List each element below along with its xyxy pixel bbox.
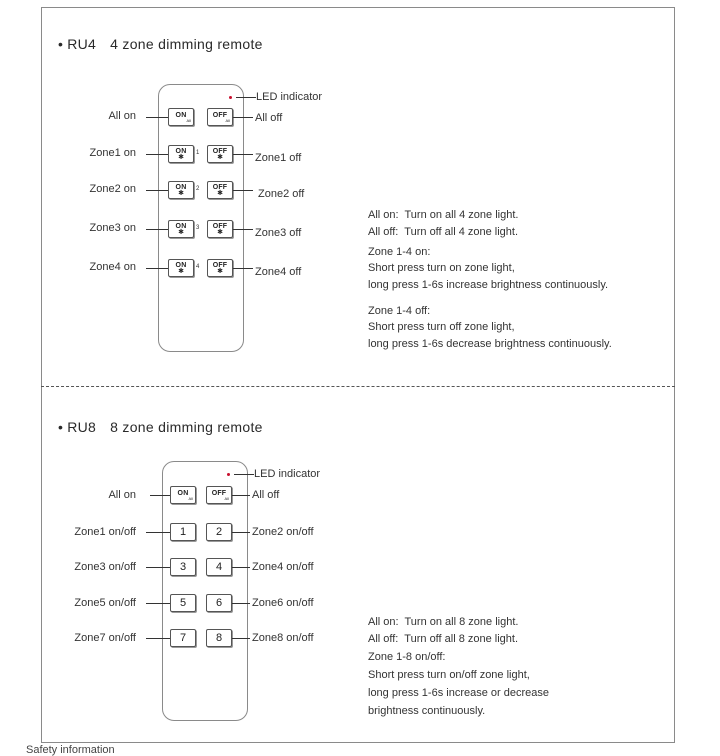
ru8-desc-allon bbox=[368, 614, 518, 631]
zone-number: 3 bbox=[196, 225, 200, 231]
ru8-right-label: Zone2 on/off bbox=[252, 526, 314, 538]
leader-line bbox=[232, 495, 250, 496]
ru8-zone-button-6[interactable]: 6 bbox=[206, 594, 232, 612]
button-label: ON bbox=[177, 489, 189, 497]
star-icon: ✱ bbox=[178, 267, 184, 275]
button-sub-label: All bbox=[188, 495, 193, 501]
desc-value: Turn off all 8 zone light. bbox=[404, 633, 519, 645]
ru4-desc-zone-off-2: long press 1-6s decrease brightness continuously. bbox=[368, 338, 612, 350]
ru4-right-label: All off bbox=[255, 112, 283, 124]
leader-line bbox=[146, 154, 168, 155]
ru4-left-label: Zone2 on bbox=[89, 183, 136, 195]
button-label: OFF bbox=[212, 147, 228, 155]
led-indicator-label: LED indicator bbox=[256, 91, 323, 103]
ru4-left-label: Zone4 on bbox=[89, 261, 136, 273]
section-divider bbox=[41, 386, 675, 387]
ru8-left-label: Zone1 on/off bbox=[74, 526, 136, 538]
star-icon: ✱ bbox=[178, 189, 184, 197]
ru8-desc-zone-2: long press 1-6s increase or decrease bbox=[368, 687, 549, 699]
ru8-left-label: Zone3 on/off bbox=[74, 561, 136, 573]
ru8-desc-zone-heading: Zone 1-8 on/off: bbox=[368, 651, 446, 663]
leader-line bbox=[146, 567, 170, 568]
footer-cut-text: Safety information bbox=[26, 744, 115, 756]
section2-title bbox=[58, 419, 263, 435]
ru4-left-label: Zone1 on bbox=[89, 147, 136, 159]
star-icon: ✱ bbox=[178, 228, 184, 236]
ru4-desc-zone-off-heading: Zone 1-4 off: bbox=[368, 305, 431, 317]
ru4-right-label: Zone2 off bbox=[258, 188, 305, 200]
button-label: ON bbox=[175, 111, 187, 119]
leader-line bbox=[233, 117, 253, 118]
desc-value: Turn on all 8 zone light. bbox=[404, 616, 519, 628]
ru8-left-label: Zone7 on/off bbox=[74, 632, 136, 644]
ru8-right-label: Zone8 on/off bbox=[252, 632, 314, 644]
leader-line bbox=[233, 229, 253, 230]
button-sub-label: All bbox=[186, 117, 191, 123]
ru8-zone-button-5[interactable]: 5 bbox=[170, 594, 196, 612]
ru4-zone3-on-button[interactable] bbox=[168, 220, 194, 238]
zone-number: 1 bbox=[196, 150, 200, 156]
leader-line bbox=[150, 495, 172, 496]
desc-key: All on: bbox=[368, 616, 399, 628]
ru8-all-on-button[interactable] bbox=[170, 486, 196, 504]
leader-line bbox=[146, 532, 170, 533]
model-code: RU8 bbox=[67, 419, 97, 435]
ru8-right-label: Zone6 on/off bbox=[252, 597, 314, 609]
model-title: 8 zone dimming remote bbox=[110, 419, 263, 435]
ru4-desc-zone-on-2: long press 1-6s increase brightness continuously. bbox=[368, 279, 609, 291]
button-label: OFF bbox=[212, 222, 228, 230]
ru4-right-label: Zone4 off bbox=[255, 266, 302, 278]
section1-title bbox=[58, 36, 263, 52]
ru8-alloff-label: All off bbox=[252, 489, 280, 501]
ru4-desc-zone-on-heading: Zone 1-4 on: bbox=[368, 246, 431, 258]
ru4-desc-zone-off-1: Short press turn off zone light, bbox=[368, 321, 515, 333]
star-icon: ✱ bbox=[178, 153, 184, 161]
ru4-all-off-button[interactable] bbox=[207, 108, 233, 126]
ru8-desc-zone-1: Short press turn on/off zone light, bbox=[368, 669, 530, 681]
desc-value: Turn off all 4 zone light. bbox=[404, 226, 519, 238]
star-icon: ✱ bbox=[217, 189, 223, 197]
ru8-left-label: Zone5 on/off bbox=[74, 597, 136, 609]
ru4-desc-alloff bbox=[368, 224, 518, 241]
ru4-zone3-off-button[interactable] bbox=[207, 220, 233, 238]
led-indicator-icon bbox=[227, 473, 230, 476]
button-label: OFF bbox=[212, 183, 228, 191]
leader-line bbox=[146, 117, 168, 118]
leader-line bbox=[232, 638, 250, 639]
model-title: 4 zone dimming remote bbox=[110, 36, 263, 52]
button-label: ON bbox=[175, 183, 187, 191]
ru4-zone2-on-button[interactable] bbox=[168, 181, 194, 199]
ru8-zone-button-4[interactable]: 4 bbox=[206, 558, 232, 576]
ru4-zone1-on-button[interactable] bbox=[168, 145, 194, 163]
ru8-desc-zone-3: brightness continuously. bbox=[368, 705, 486, 717]
leader-line bbox=[233, 268, 253, 269]
ru8-zone-button-7[interactable]: 7 bbox=[170, 629, 196, 647]
led-leader-line bbox=[236, 97, 256, 98]
star-icon: ✱ bbox=[217, 228, 223, 236]
ru8-desc-alloff bbox=[368, 631, 518, 648]
led-indicator-icon bbox=[229, 96, 232, 99]
star-icon: ✱ bbox=[217, 267, 223, 275]
ru4-left-label: All on bbox=[108, 110, 136, 122]
desc-key: All on: bbox=[368, 209, 399, 221]
leader-line bbox=[232, 603, 250, 604]
ru8-zone-button-1[interactable]: 1 bbox=[170, 523, 196, 541]
ru4-zone4-off-button[interactable] bbox=[207, 259, 233, 277]
button-label: ON bbox=[175, 222, 187, 230]
desc-key: All off: bbox=[368, 226, 399, 238]
ru4-all-on-button[interactable] bbox=[168, 108, 194, 126]
leader-line bbox=[233, 190, 253, 191]
ru4-left-label: Zone3 on bbox=[89, 222, 136, 234]
ru8-all-off-button[interactable] bbox=[206, 486, 232, 504]
ru4-right-label: Zone3 off bbox=[255, 227, 302, 239]
leader-line bbox=[146, 268, 168, 269]
bullet-icon: • bbox=[58, 36, 64, 52]
ru4-zone2-off-button[interactable] bbox=[207, 181, 233, 199]
desc-value: Turn on all 4 zone light. bbox=[404, 209, 519, 221]
led-leader-line bbox=[234, 474, 254, 475]
ru8-allon-label: All on bbox=[108, 489, 136, 501]
ru4-desc-zone-on-1: Short press turn on zone light, bbox=[368, 262, 515, 274]
ru8-right-label: Zone4 on/off bbox=[252, 561, 314, 573]
ru4-zone1-off-button[interactable] bbox=[207, 145, 233, 163]
leader-line bbox=[146, 638, 170, 639]
ru8-zone-button-3[interactable]: 3 bbox=[170, 558, 196, 576]
leader-line bbox=[233, 154, 253, 155]
desc-key: All off: bbox=[368, 633, 399, 645]
button-label: ON bbox=[175, 261, 187, 269]
ru8-zone-button-8[interactable]: 8 bbox=[206, 629, 232, 647]
led-indicator-label: LED indicator bbox=[254, 468, 321, 480]
ru4-right-label: Zone1 off bbox=[255, 152, 302, 164]
button-label: ON bbox=[175, 147, 187, 155]
ru8-zone-button-2[interactable]: 2 bbox=[206, 523, 232, 541]
button-label: OFF bbox=[212, 111, 228, 119]
leader-line bbox=[232, 532, 250, 533]
bullet-icon: • bbox=[58, 419, 64, 435]
zone-number: 2 bbox=[196, 186, 200, 192]
leader-line bbox=[146, 603, 170, 604]
ru4-zone4-on-button[interactable] bbox=[168, 259, 194, 277]
outer-frame bbox=[41, 7, 675, 743]
leader-line bbox=[146, 190, 168, 191]
button-sub-label: All bbox=[225, 117, 230, 123]
ru4-desc-allon bbox=[368, 207, 518, 224]
button-label: OFF bbox=[212, 261, 228, 269]
button-label: OFF bbox=[211, 489, 227, 497]
leader-line bbox=[146, 229, 168, 230]
model-code: RU4 bbox=[67, 36, 97, 52]
star-icon: ✱ bbox=[217, 153, 223, 161]
leader-line bbox=[232, 567, 250, 568]
button-sub-label: All bbox=[224, 495, 229, 501]
zone-number: 4 bbox=[196, 264, 200, 270]
